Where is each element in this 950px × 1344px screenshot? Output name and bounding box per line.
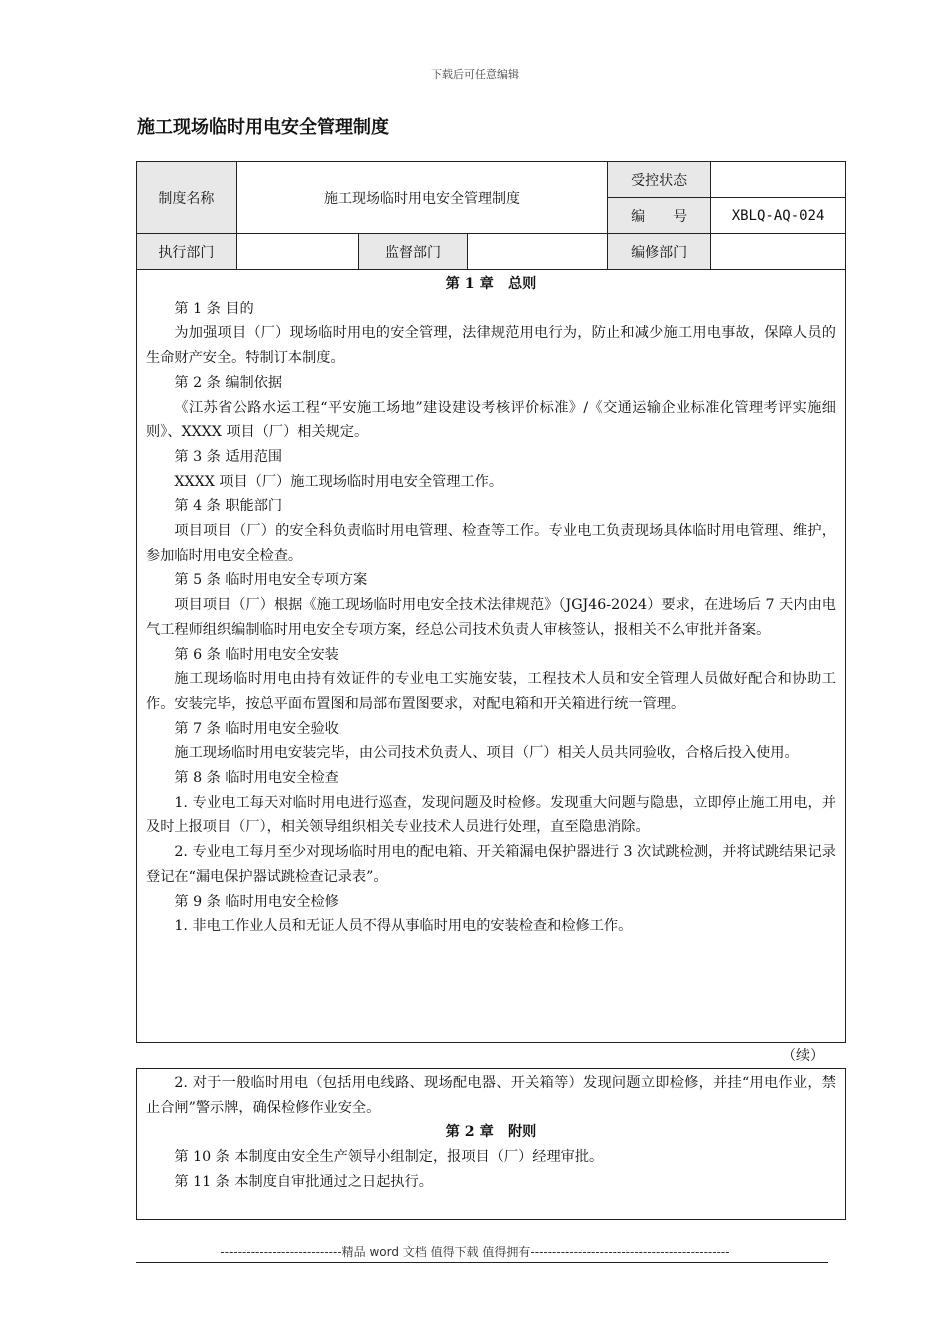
header-note: 下载后可任意编辑 (431, 68, 519, 81)
paragraph: 《江苏省公路水运工程“平安施工场地”建设建设考核评价标准》/《交通运输企业标准化管理考评实施细则》、XXXX 项目（厂）相关规定。 (146, 399, 836, 441)
meta-table (136, 161, 846, 270)
paragraph: 1. 专业电工每天对临时用电进行巡查，发现问题及时检修。发现重大问题与隐患，立即停止施工用电，并及时上报项目（厂），相关领导组织相关专业技术人员进行处理，直至隐患消除。 (146, 794, 836, 836)
footer-text: ----------------------------精品 word 文档 值得下载 值得拥有---------------------------------------------- (220, 1245, 730, 1259)
supervise-dept-label: 监督部门 (358, 234, 468, 270)
control-status-value (711, 162, 846, 198)
paragraph: 第 1 条 目的 (174, 300, 254, 317)
number-label: 编 号 (608, 198, 711, 234)
paragraph: 施工现场临时用电安装完毕，由公司技术负责人、项目（厂）相关人员共同验收，合格后投入使用。 (174, 745, 799, 762)
paragraph: 第 10 条 本制度由安全生产领导小组制定，报项目（厂）经理审批。 (174, 1149, 604, 1166)
number-value: XBLQ-AQ-024 (711, 198, 846, 234)
document-title: 施工现场临时用电安全管理制度 (137, 117, 389, 138)
paragraph: 第 7 条 临时用电安全验收 (174, 720, 339, 737)
chapter-heading: 第 2 章 附则 (445, 1124, 537, 1141)
edit-dept-label: 编修部门 (608, 234, 711, 270)
paragraph: 施工现场临时用电由持有效证件的专业电工实施安装，工程技术人员和安全管理人员做好配合和协助工作。安装完毕，按总平面布置图和局部布置图要求，对配电箱和开关箱进行统一管理。 (146, 671, 836, 712)
paragraph: 项目项目（厂）的安全科负责临时用电管理、检查等工作。专业电工负责现场具体临时用电管理、维护，参加临时用电安全检查。 (146, 523, 836, 564)
paragraph: 第 6 条 临时用电安全安装 (174, 646, 339, 663)
section-1-body (137, 270, 845, 939)
continued-mark: （续） (782, 1048, 824, 1064)
paragraph: 第 8 条 临时用电安全检查 (174, 770, 339, 787)
section-2-body (137, 1069, 845, 1195)
paragraph: 第 4 条 职能部门 (174, 498, 283, 515)
paragraph: 第 2 条 编制依据 (174, 374, 283, 391)
paragraph: 第 5 条 临时用电安全专项方案 (174, 572, 368, 589)
paragraph: 第 9 条 临时用电安全检修 (174, 893, 339, 910)
exec-dept-value (236, 234, 358, 270)
paragraph: 第 11 条 本制度自审批通过之日起执行。 (174, 1173, 433, 1190)
paragraph: 2. 对于一般临时用电（包括用电线路、现场配电器、开关箱等）发现问题立即检修，并挂“用电作业，禁止合闸”警示牌，确保检修作业安全。 (146, 1075, 836, 1116)
name-label: 制度名称 (137, 162, 237, 234)
chapter-heading: 第 1 章 总则 (445, 276, 537, 292)
content-box-continued (136, 1068, 846, 1220)
exec-dept-label: 执行部门 (137, 234, 237, 270)
paragraph: 第 3 条 适用范围 (174, 448, 283, 465)
edit-dept-value (711, 234, 846, 270)
footer-divider (136, 1262, 828, 1263)
paragraph: 为加强项目（厂）现场临时用电的安全管理，法律规范用电行为，防止和减少施工用电事故，保障人员的生命财产安全。特制订本制度。 (146, 325, 836, 367)
supervise-dept-value (468, 234, 608, 270)
paragraph: 项目项目（厂）根据《施工现场临时用电安全技术法律规范》（JGJ46-2024）要求，在进场后 7 天内由电气工程师组织编制临时用电安全专项方案，经总公司技术负责人审核签认，报相关不么审批并备案。 (146, 597, 836, 638)
paragraph: 1. 非电工作业人员和无证人员不得从事临时用电的安装检查和检修工作。 (174, 918, 633, 935)
content-box-main (136, 270, 846, 1043)
paragraph: XXXX 项目（厂）施工现场临时用电安全管理工作。 (174, 473, 504, 490)
control-status-label: 受控状态 (608, 162, 711, 198)
paragraph: 2. 专业电工每月至少对现场临时用电的配电箱、开关箱漏电保护器进行 3 次试跳检测，并将试跳结果记录登记在“漏电保护器试跳检查记录表”。 (146, 844, 836, 885)
name-value: 施工现场临时用电安全管理制度 (236, 162, 607, 234)
